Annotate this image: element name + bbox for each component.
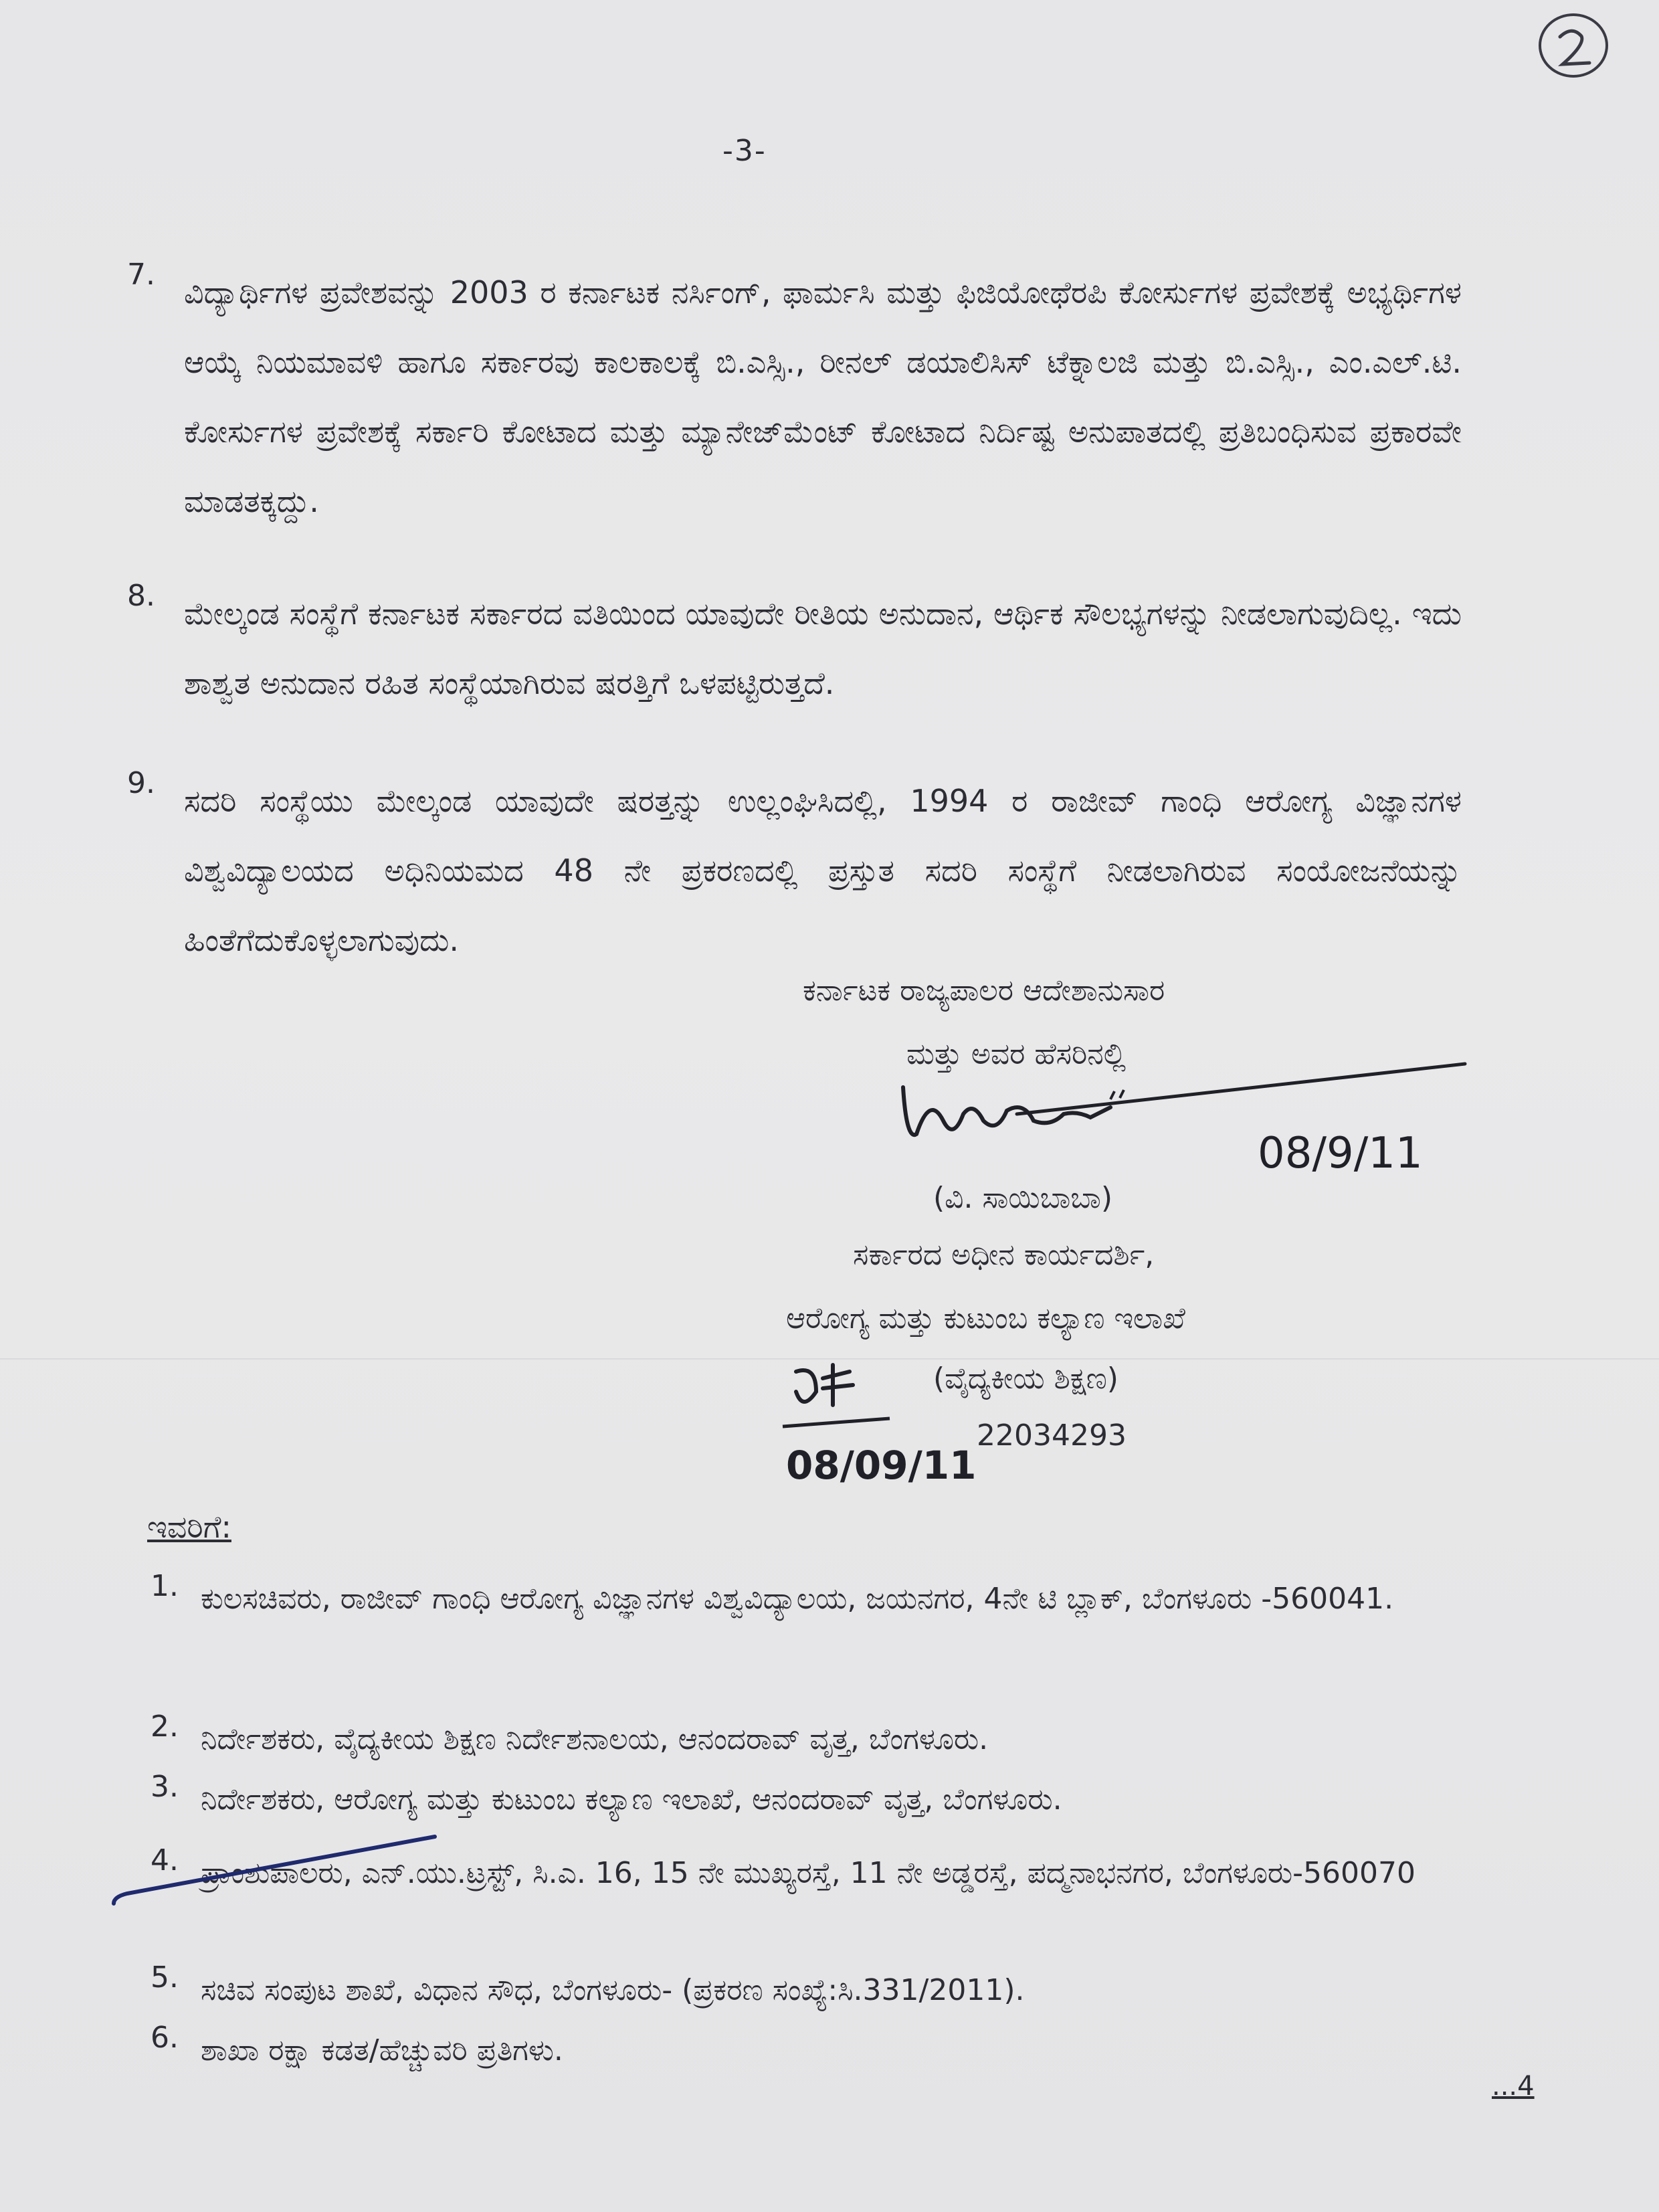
recipient-text: ನಿರ್ದೇಶಕರು, ವೈದ್ಯಕೀಯ ಶಿಕ್ಷಣ ನಿರ್ದೇಶನಾಲಯ, ಆನಂದರಾವ್ ವೃತ್ತ, ಬೆಂಗಳೂರು. (201, 1722, 989, 1756)
continued-marker: ...4 (1492, 2071, 1535, 2102)
recipient-text: ಪ್ರಾಂಶುಪಾಲರು, ಎನ್.ಯು.ಟ್ರಸ್ಟ್, ಸಿ.ಎ. 16, 15 ನೇ ಮುಖ್ಯರಸ್ತೆ, 11 ನೇ ಅಡ್ಡರಸ್ತೆ, ಪದ್ಮನಾಭನಗರ, ಬೆಂಗಳೂರು-560070 (201, 1856, 1416, 1890)
pen-strike-mark (100, 1830, 448, 1917)
signature-authority-line: ಕರ್ನಾಟಕ ರಾಜ್ಯಪಾಲರ ಆದೇಶಾನುಸಾರ (803, 974, 1165, 1008)
page-number: -3- (722, 134, 767, 168)
recipient-number: 3. (151, 1770, 179, 1804)
clause-text: ಮೇಲ್ಕಂಡ ಸಂಸ್ಥೆಗೆ ಕರ್ನಾಟಕ ಸರ್ಕಾರದ ವತಿಯಿಂದ ಯಾವುದೇ ರೀತಿಯ ಅನುದಾನ, ಆರ್ಥಿಕ ಸೌಲಭ್ಯಗಳನ್ನು ನೀಡಲಾಗುವುದಿಲ್ಲ. ಇದು ಶಾಶ್ವತ ಅನುದಾನ ರಹಿತ ಸಂಸ್ಥೆಯಾಗಿರುವ ಷರತ್ತಿಗೆ ಒಳಪಟ್ಟಿರುತ್ತದೆ. (184, 595, 1462, 701)
recipient-number: 6. (151, 2021, 179, 2055)
signature-authority-line-2: ಮತ್ತು ಅವರ ಹೆಸರಿನಲ್ಲಿ (906, 1037, 1126, 1071)
clause-text: ವಿದ್ಯಾರ್ಥಿಗಳ ಪ್ರವೇಶವನ್ನು 2003 ರ ಕರ್ನಾಟಕ ನರ್ಸಿಂಗ್, ಫಾರ್ಮಸಿ ಮತ್ತು ಫಿಜಿಯೋಥೆರಪಿ ಕೋರ್ಸುಗಳ ಪ್ರವೇಶಕ್ಕೆ ಅಭ್ಯರ್ಥಿಗಳ ಆಯ್ಕೆ ನಿಯಮಾವಳಿ ಹಾಗೂ ಸರ್ಕಾರವು ಕಾಲಕಾಲಕ್ಕೆ ಬಿ.ಎಸ್ಸಿ., ರೀನಲ್ ಡಯಾಲಿಸಿಸ್ ಟೆಕ್ನಾಲಜಿ ಮತ್ತು ಬಿ.ಎಸ್ಸಿ., ಎಂ.ಎಲ್.ಟಿ. ಕೋರ್ಸುಗಳ ಪ್ರವೇಶಕ್ಕೆ ಸರ್ಕಾರಿ ಕೋಟಾದ ಮತ್ತು ಮ್ಯಾನೇಜ್‌ಮೆಂಟ್ ಕೋಟಾದ ನಿರ್ದಿಷ್ಟ ಅನುಪಾತದಲ್ಲಿ ಪ್ರತಿಬಂಧಿಸುವ ಪ್ರಕಾರವೇ ಮಾಡತಕ್ಕದ್ದು. (184, 274, 1462, 519)
recipient-text: ಶಾಖಾ ರಕ್ಷಾ ಕಡತ/ಹೆಚ್ಚುವರಿ ಪ್ರತಿಗಳು. (201, 2033, 563, 2067)
recipient-text: ಸಚಿವ ಸಂಪುಟ ಶಾಖೆ, ವಿಧಾನ ಸೌಧ, ಬೆಂಗಳೂರು- (ಪ್ರಕರಣ ಸಂಖ್ಯೆ:ಸಿ.331/2011). (201, 1973, 1025, 2007)
recipient-number: 2. (151, 1710, 179, 1744)
clause-number: 8. (127, 579, 155, 613)
signatory-department: ಆರೋಗ್ಯ ಮತ್ತು ಕುಟುಂಬ ಕಲ್ಯಾಣ ಇಲಾಖೆ (786, 1301, 1185, 1335)
phone-number: 22034293 (977, 1418, 1127, 1453)
clause-number: 7. (127, 258, 155, 292)
signatory-designation: ಸರ್ಕಾರದ ಅಧೀನ ಕಾರ್ಯದರ್ಶಿ, (853, 1238, 1155, 1272)
clause-number: 9. (127, 766, 155, 800)
recipient-text: ನಿರ್ದೇಶಕರು, ಆರೋಗ್ಯ ಮತ್ತು ಕುಟುಂಬ ಕಲ್ಯಾಣ ಇಲಾಖೆ, ಆನಂದರಾವ್ ವೃತ್ತ, ಬೆಂಗಳೂರು. (201, 1782, 1062, 1817)
recipient-number: 1. (151, 1569, 179, 1603)
recipient-number: 4. (151, 1843, 179, 1877)
handwritten-date: 08/9/11 (1258, 1129, 1423, 1178)
signatory-section: (ವೈದ್ಯಕೀಯ ಶಿಕ್ಷಣ) (933, 1362, 1118, 1396)
signatory-name: (ವಿ. ಸಾಯಿಬಾಬಾ) (933, 1181, 1113, 1215)
circled-page-mark (1532, 7, 1612, 87)
handwritten-initials (776, 1352, 977, 1499)
recipient-text: ಕುಲಸಚಿವರು, ರಾಜೀವ್ ಗಾಂಧಿ ಆರೋಗ್ಯ ವಿಜ್ಞಾನಗಳ ವಿಶ್ವವಿದ್ಯಾಲಯ, ಜಯನಗರ, 4ನೇ ಟಿ ಬ್ಲಾಕ್, ಬೆಂಗಳೂರು -560041. (201, 1582, 1394, 1616)
recipients-heading: ಇವರಿಗೆ: (147, 1509, 231, 1545)
initials-date: 08/09/11 (786, 1443, 977, 1488)
clause-text: ಸದರಿ ಸಂಸ್ಥೆಯು ಮೇಲ್ಕಂಡ ಯಾವುದೇ ಷರತ್ತನ್ನು ಉಲ್ಲಂಘಿಸಿದಲ್ಲಿ, 1994 ರ ರಾಜೀವ್ ಗಾಂಧಿ ಆರೋಗ್ಯ ವಿಜ್ಞಾನಗಳ ವಿಶ್ವವಿದ್ಯಾಲಯದ ಅಧಿನಿಯಮದ 48 ನೇ ಪ್ರಕರಣದಲ್ಲಿ ಪ್ರಸ್ತುತ ಸದರಿ ಸಂಸ್ಥೆಗೆ ನೀಡಲಾಗಿರುವ ಸಂಯೋಜನೆಯನ್ನು ಹಿಂತೆಗೆದುಕೊಳ್ಳಲಾಗುವುದು. (184, 783, 1462, 958)
recipient-number: 5. (151, 1960, 179, 1995)
